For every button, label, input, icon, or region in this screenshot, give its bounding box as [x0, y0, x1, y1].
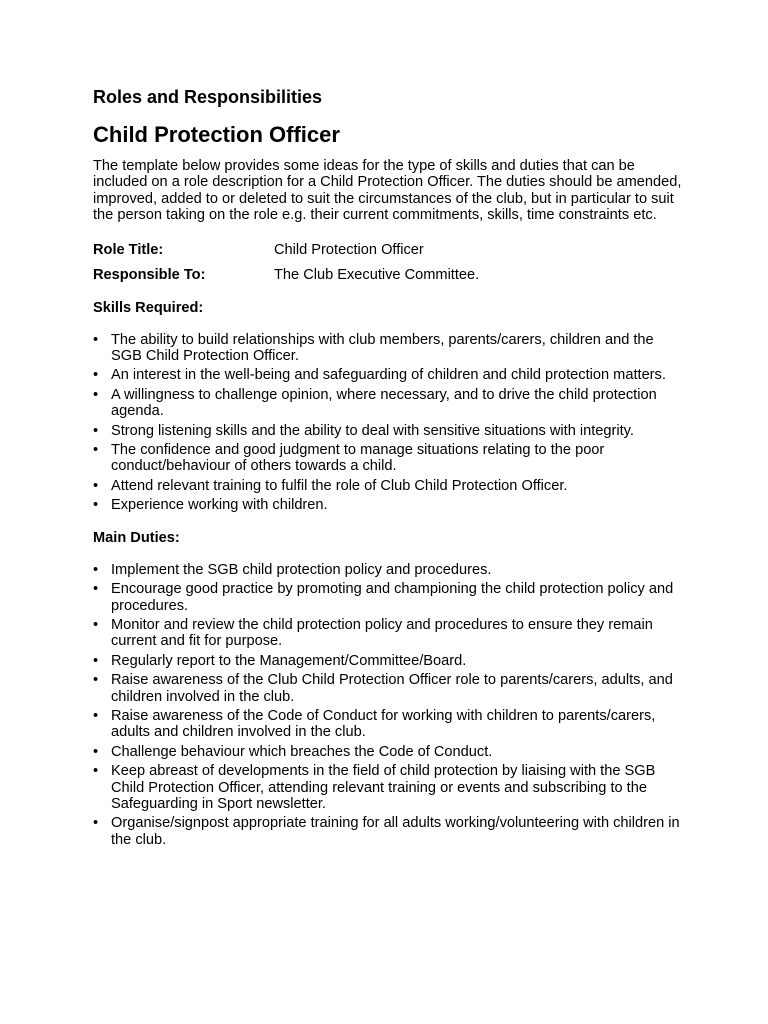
- bullet-icon: •: [93, 707, 99, 724]
- list-item: [93, 478, 688, 494]
- duty-text: Raise awareness of the Club Child Protection Officer role to parents/carers, adults, and children involved in the club.: [111, 672, 673, 705]
- duty-text: Implement the SGB child protection policy and procedures.: [111, 561, 492, 578]
- skills-heading: Skills Required:: [93, 299, 204, 316]
- bullet-icon: •: [93, 386, 99, 403]
- duty-text: Keep abreast of developments in the field of child protection by liaising with the SGB Child Protection Officer, attending relevant training or events and subscribing to the Safeguarding in Sport newsletter.: [111, 763, 656, 812]
- skill-text: Attend relevant training to fulfil the role of Club Child Protection Officer.: [111, 477, 568, 494]
- list-item: [93, 387, 688, 420]
- skill-text: Experience working with children.: [111, 497, 328, 514]
- responsible-to-value: The Club Executive Committee.: [274, 266, 480, 283]
- list-item: [93, 562, 688, 578]
- bullet-icon: •: [93, 581, 99, 598]
- list-item: [93, 672, 688, 705]
- document-subtitle: Roles and Responsibilities: [93, 87, 323, 107]
- bullet-icon: •: [93, 561, 99, 578]
- list-item: [93, 497, 688, 513]
- bullet-icon: •: [93, 422, 99, 439]
- duties-list: [93, 562, 688, 849]
- list-item: [93, 423, 688, 439]
- list-item: [93, 815, 688, 848]
- duty-text: Challenge behaviour which breaches the Code of Conduct.: [111, 743, 493, 760]
- bullet-icon: •: [93, 331, 99, 348]
- bullet-icon: •: [93, 367, 99, 384]
- skills-list: [93, 332, 688, 514]
- skill-text: Strong listening skills and the ability to deal with sensitive situations with integrity.: [111, 422, 634, 439]
- bullet-icon: •: [93, 763, 99, 780]
- skill-text: A willingness to challenge opinion, where necessary, and to drive the child protection agenda.: [111, 386, 657, 420]
- intro-paragraph: The template below provides some ideas for the type of skills and duties that can be included on a role description for a Child Protection Officer. The duties should be amended, improved, added to or deleted to suit the circumstances of the club, but in particular to suit the person taking on the role e.g. their current commitments, skills, time constraints etc.: [93, 158, 682, 224]
- bullet-icon: •: [93, 652, 99, 669]
- role-title-value: Child Protection Officer: [274, 241, 424, 258]
- bullet-icon: •: [93, 672, 99, 689]
- document-title: Child Protection Officer: [93, 122, 340, 147]
- bullet-icon: •: [93, 815, 99, 832]
- role-title-label: Role Title:: [93, 241, 164, 258]
- duty-text: Regularly report to the Management/Committee/Board.: [111, 652, 467, 669]
- bullet-icon: •: [93, 477, 99, 494]
- duty-text: Organise/signpost appropriate training for all adults working/volunteering with children in the club.: [111, 815, 680, 848]
- list-item: [93, 653, 688, 669]
- role-title-row: [93, 241, 688, 259]
- duty-text: Monitor and review the child protection policy and procedures to ensure they remain current and fit for purpose.: [111, 616, 653, 650]
- list-item: [93, 332, 688, 365]
- list-item: [93, 708, 688, 741]
- bullet-icon: •: [93, 442, 99, 459]
- list-item: [93, 763, 688, 812]
- bullet-icon: •: [93, 497, 99, 514]
- list-item: [93, 442, 688, 475]
- skill-text: The confidence and good judgment to manage situations relating to the poor conduct/behaviour of others towards a child.: [111, 442, 605, 475]
- bullet-icon: •: [93, 743, 99, 760]
- skill-text: An interest in the well-being and safeguarding of children and child protection matters.: [111, 367, 666, 384]
- list-item: [93, 581, 688, 614]
- duties-heading: Main Duties:: [93, 529, 180, 546]
- duty-text: Raise awareness of the Code of Conduct for working with children to parents/carers, adults and children involved in the club.: [111, 707, 656, 741]
- list-item: [93, 367, 688, 383]
- list-item: [93, 617, 688, 650]
- list-item: [93, 744, 688, 760]
- responsible-to-label: Responsible To:: [93, 266, 206, 283]
- duty-text: Encourage good practice by promoting and championing the child protection policy and procedures.: [111, 581, 674, 614]
- role-info-table: [93, 241, 688, 284]
- bullet-icon: •: [93, 616, 99, 633]
- skill-text: The ability to build relationships with club members, parents/carers, children and the SGB Child Protection Officer.: [111, 331, 654, 365]
- responsible-to-row: [93, 266, 688, 284]
